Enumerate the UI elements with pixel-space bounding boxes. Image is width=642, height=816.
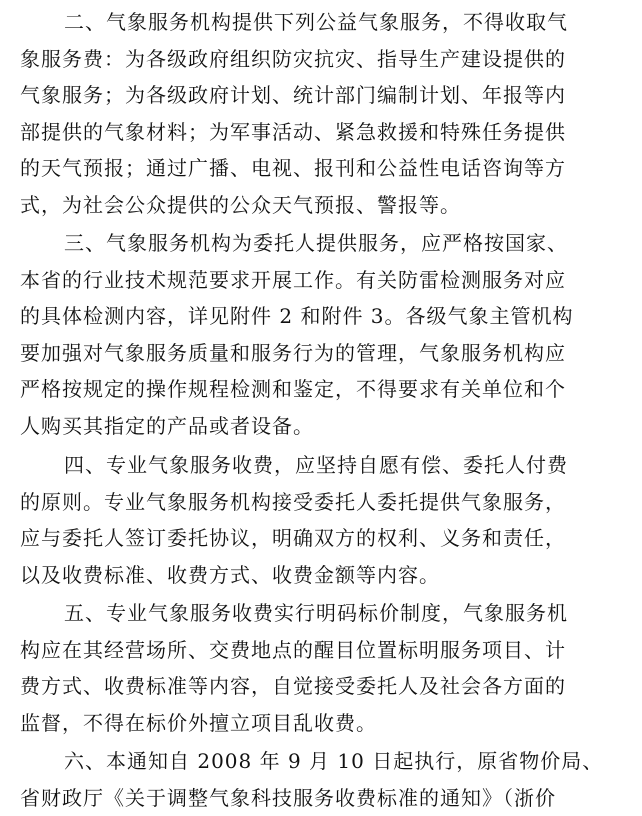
paragraph-two <box>20 4 568 223</box>
text-line: 的具体检测内容，详见附件 2 和附件 3。各级气象主管机构 <box>20 298 574 335</box>
text-line: 省财政厅《关于调整气象科技服务收费标准的通知》（浙价 <box>20 780 603 816</box>
text-line: 二、气象服务机构提供下列公益气象服务，不得收取气 <box>20 4 568 41</box>
text-line: 式，为社会公众提供的公众天气预报、警报等。 <box>20 187 568 224</box>
text-line: 本省的行业技术规范要求开展工作。有关防雷检测服务对应 <box>20 262 574 299</box>
text-line: 人购买其指定的产品或者设备。 <box>20 408 574 445</box>
text-line: 构应在其经营场所、交费地点的醒目位置标明服务项目、计 <box>20 632 568 669</box>
text-line: 四、专业气象服务收费，应坚持自愿有偿、委托人付费 <box>20 447 568 484</box>
text-line: 五、专业气象服务收费实行明码标价制度，气象服务机 <box>20 595 568 632</box>
text-line: 应与委托人签订委托协议，明确双方的权利、义务和责任， <box>20 520 568 557</box>
text-line: 要加强对气象服务质量和服务行为的管理，气象服务机构应 <box>20 335 574 372</box>
text-line: 费方式、收费标准等内容，自觉接受委托人及社会各方面的 <box>20 668 568 705</box>
document-page <box>20 0 620 808</box>
text-line: 严格按规定的操作规程检测和鉴定，不得要求有关单位和个 <box>20 371 574 408</box>
text-line: 的原则。专业气象服务机构接受委托人委托提供气象服务， <box>20 484 568 521</box>
paragraph-five <box>20 595 568 741</box>
text-line: 以及收费标准、收费方式、收费金额等内容。 <box>20 557 568 594</box>
text-line: 气象服务；为各级政府计划、统计部门编制计划、年报等内 <box>20 77 568 114</box>
paragraph-four <box>20 447 568 593</box>
text-line: 六、本通知自 2008 年 9 月 10 日起执行，原省物价局、 <box>20 743 603 780</box>
text-line: 三、气象服务机构为委托人提供服务，应严格按国家、 <box>20 225 574 262</box>
paragraph-three <box>20 225 574 444</box>
paragraph-six <box>20 743 603 816</box>
text-line: 的天气预报；通过广播、电视、报刊和公益性电话咨询等方 <box>20 150 568 187</box>
text-line: 监督，不得在标价外擅立项目乱收费。 <box>20 705 568 742</box>
text-line: 象服务费：为各级政府组织防灾抗灾、指导生产建设提供的 <box>20 41 568 78</box>
text-line: 部提供的气象材料；为军事活动、紧急救援和特殊任务提供 <box>20 114 568 151</box>
